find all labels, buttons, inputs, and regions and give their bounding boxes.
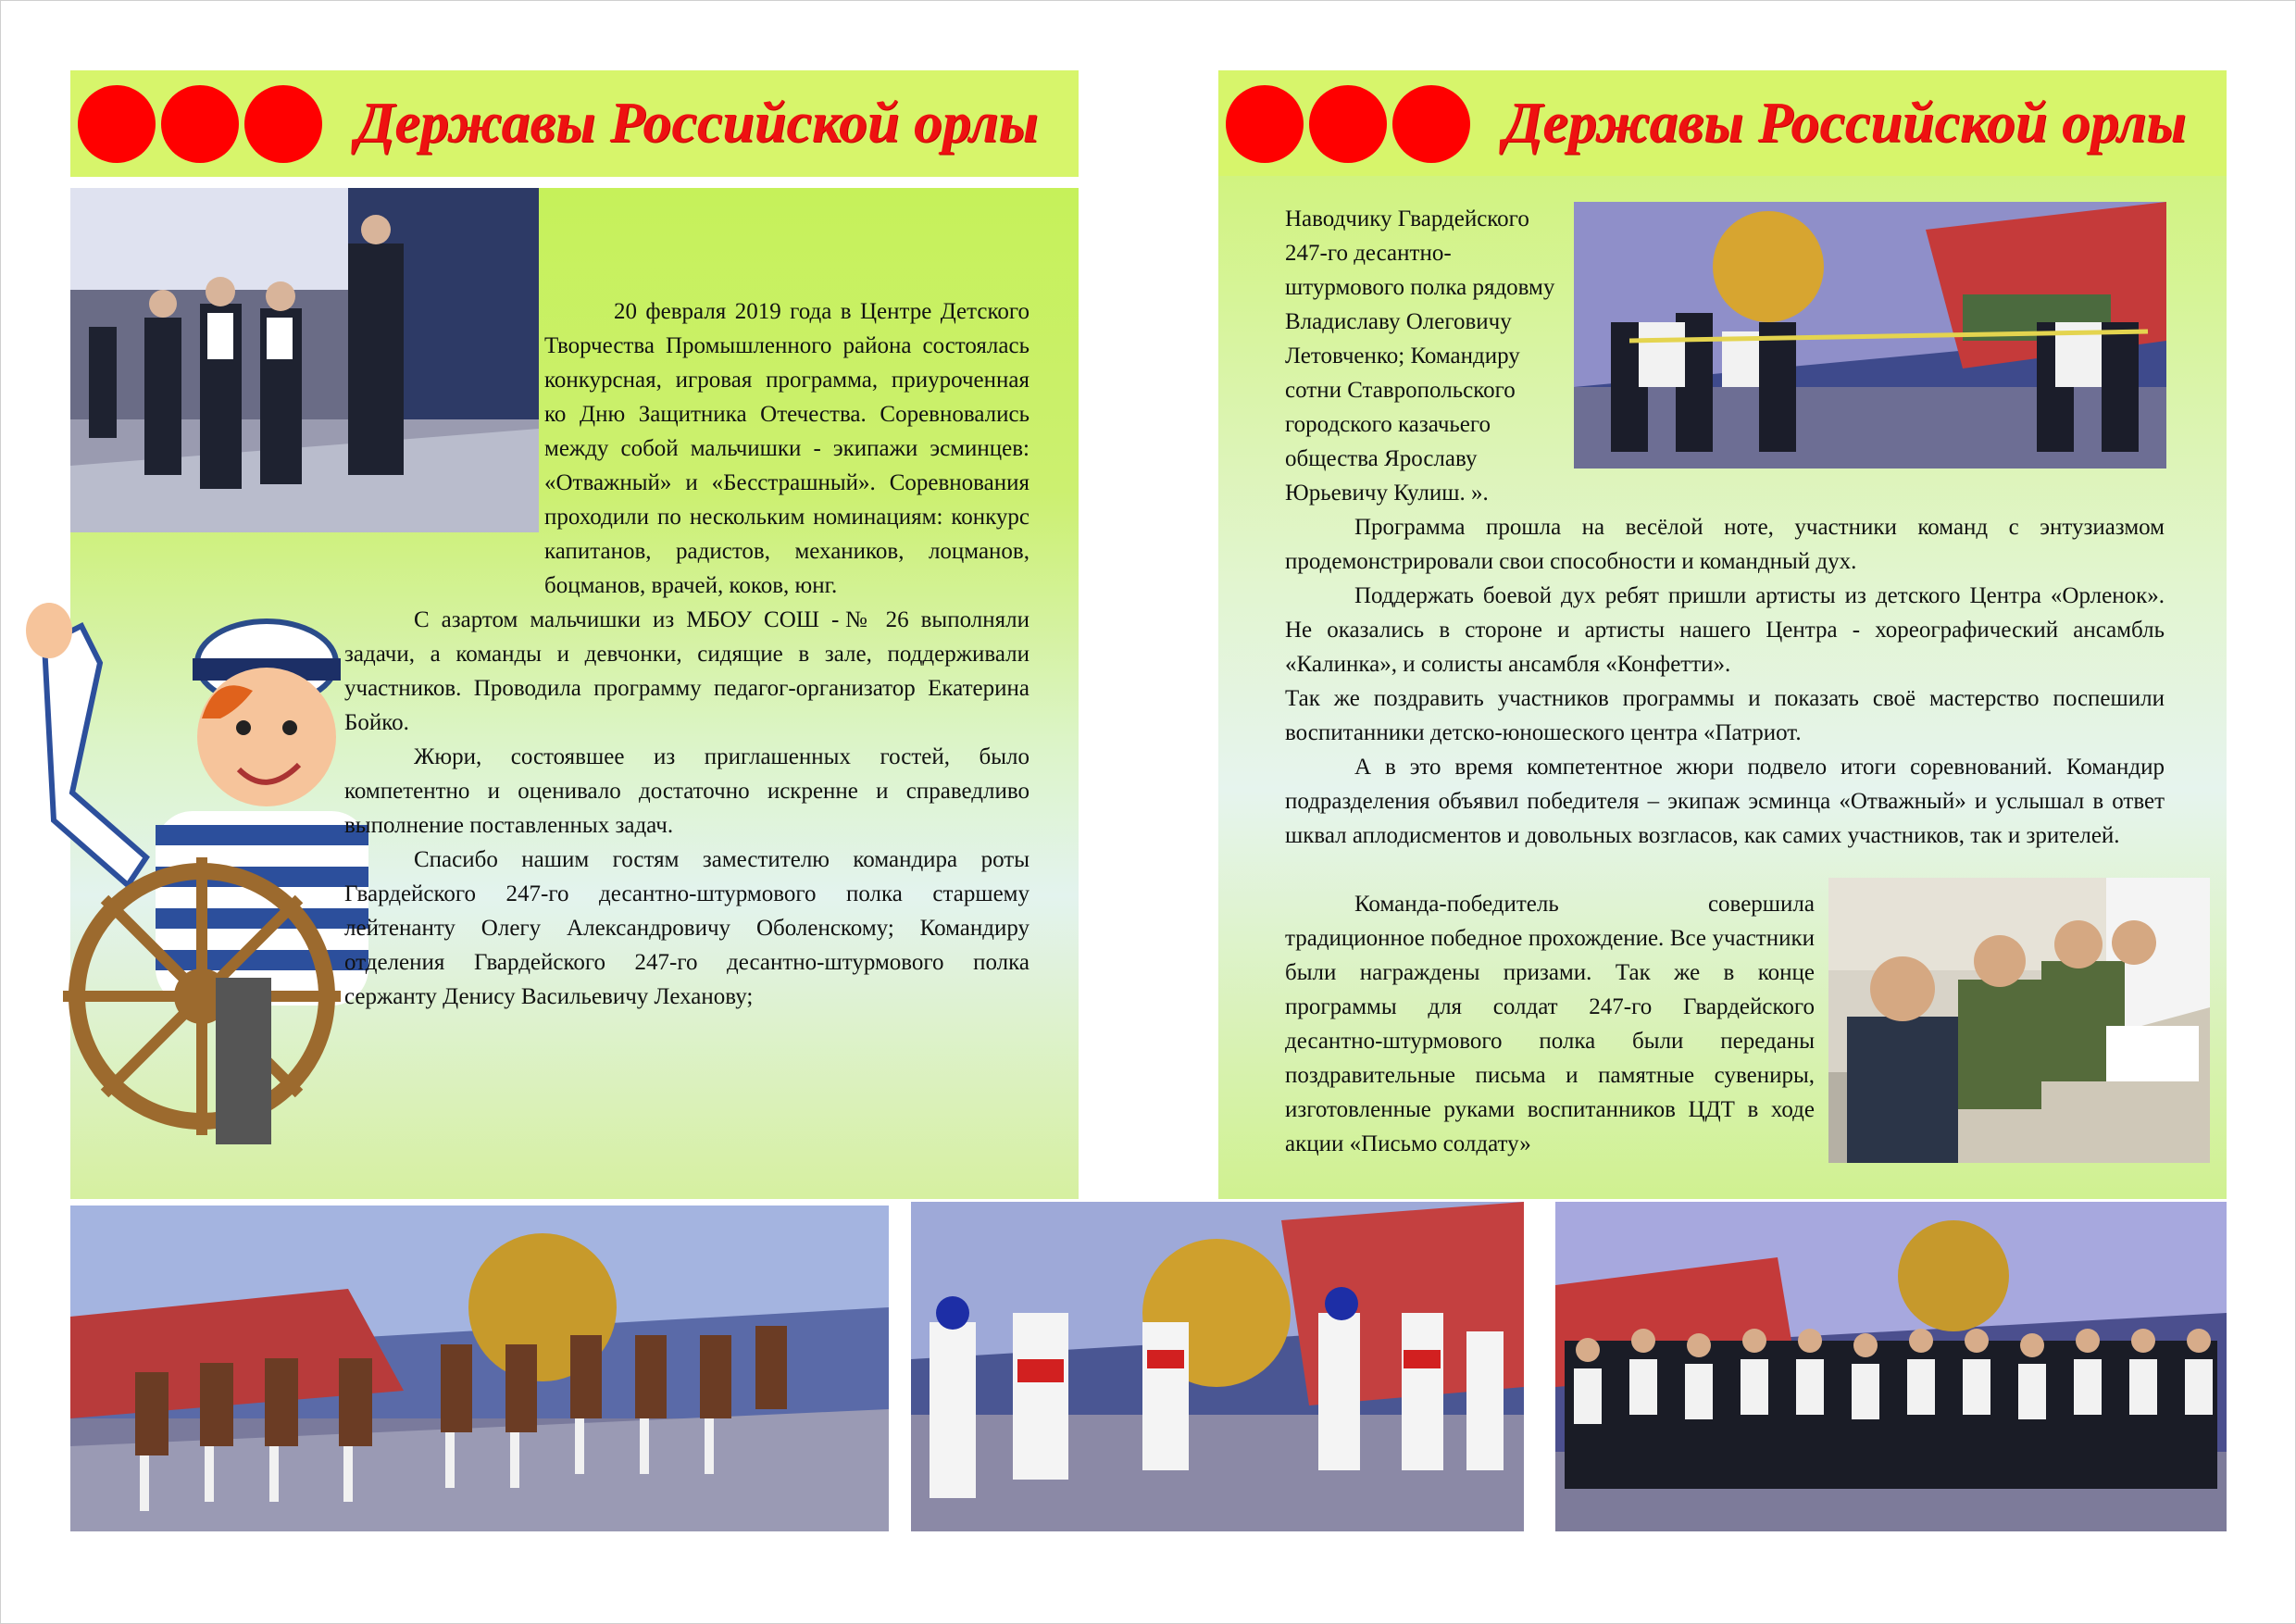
red-dot-icon: [78, 85, 156, 163]
left-paragraph-3: Жюри, состоявшее из приглашенных гостей, было компетентно и оценивало достаточно искренне и справедливо выполнение поставленных задач.: [344, 744, 1029, 838]
group-photo: [1555, 1202, 2227, 1531]
right-header-dots: [1226, 85, 1476, 163]
left-article-text: [344, 294, 1029, 1014]
left-paragraph-2: С азартом мальчишки из МБОУ СОШ -№ 26 выполняли задачи, а команды и девчонки, сидящие в зале, поддерживали участников. Проводила программу педагог-организатор Екатерина Бойко.: [344, 607, 1029, 735]
left-header-title: Державы Российской орлы: [356, 92, 1039, 155]
red-dot-icon: [1226, 85, 1304, 163]
right-paragraph-4: А в это время компетентное жюри подвело итоги соревнований. Командир подразделения объявил победителя – экипаж эсминца «Отважный» и услышал в ответ шквал аплодисментов и довольных возгласов, как самих участников, так и зрителей.: [1285, 755, 2165, 848]
left-header-dots: [78, 85, 328, 163]
right-paragraph-2: Поддержать боевой дух ребят пришли артисты из детского Центра «Орленок». Не оказались в стороне и артисты нашего Центра - хореографический ансамбль «Калинка», и солисты ансамбля «Конфетти».: [1285, 583, 2165, 677]
left-paragraph-4: Спасибо нашим гостям заместителю командира роты Гвардейского 247-го десантно-штурмового полка старшему лейтенанту Олегу Александровичу Оболенскому; Командиру отделения Гвардейского 247-го десантно-штурмового полка сержанту Денису Васильевичу Леханову;: [344, 847, 1029, 1009]
red-dot-icon: [1309, 85, 1387, 163]
right-closing-text: [1285, 887, 1815, 1161]
right-header-banner: [1218, 70, 2227, 177]
right-closing-paragraph: Команда-победитель совершила традиционное победное прохождение. Все участники были награждены призами. Так же в конце программы для солдат 247-го Гвардейского десантно-штурмового полка были переданы поздравительные письма и памятные сувениры, изготовленные руками воспитанников ЦДТ в ходе акции «Письмо солдату»: [1285, 892, 1815, 1156]
right-header-title: Державы Российской орлы: [1504, 92, 2187, 155]
martial-arts-photo: [911, 1202, 1524, 1531]
red-dot-icon: [161, 85, 239, 163]
left-paragraph-1: 20 февраля 2019 года в Центре Детского Творчества Промышленного района состоялась конкурсная, игровая программа, приуроченная ко Дню Защитника Отечества. Соревновались между собой мальчишки - экипажи эсминцев: «Отважный» и «Бесстрашный». Соревнования проходили по нескольким номинациям: конкурс капитанов, радистов, механиков, лоцманов, боцманов, врачей, коков, юнг.: [544, 299, 1029, 598]
right-article-text: [1285, 510, 2165, 853]
jury-soldiers-photo: [1828, 878, 2210, 1163]
right-intro-text: Наводчику Гвардейского 247-го десантно-штурмового полка рядовму Владиславу Олеговичу Летовченко; Командиру сотни Ставропольского городского казачьего общества Ярославу Юрьевичу Кулиш. ».: [1285, 206, 1555, 506]
left-header-banner: [70, 70, 1079, 177]
red-dot-icon: [1392, 85, 1470, 163]
right-paragraph-1: Программа прошла на весёлой ноте, участники команд с энтузиазмом продемонстрировали свои способности и командный дух.: [1285, 515, 2165, 574]
tug-of-war-photo: [1574, 202, 2166, 468]
red-dot-icon: [244, 85, 322, 163]
girls-dance-photo: [70, 1206, 889, 1531]
right-paragraph-3: Так же поздравить участников программы и показать своё мастерство поспешили воспитанники детско-юношеского центра «Патриот.: [1285, 686, 2165, 745]
